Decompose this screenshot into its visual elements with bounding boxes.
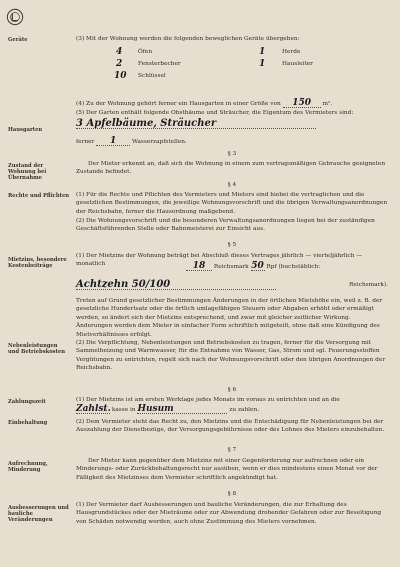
section-heading: § 7 (227, 447, 237, 453)
s7-text: Der Mieter kann gegenüber dem Mietzins mit einer Gegenforderung nur aufrechnen oder ein Minderungs- oder Zurückbehaltungsrecht nur ausüben, wenn er dies mindestens einen Monat vor der Fälligkeit des Mietzinses dem Vermieter schriftlich angekündigt hat. (76, 458, 378, 481)
section-heading: § 8 (227, 491, 237, 497)
zapfstellen-line (76, 137, 388, 146)
margin-ausbesserungen: Ausbesserungen und bauliche Veränderungen (8, 505, 69, 524)
margin-zustand: Zustand der Wohnung bei Übernahme (8, 163, 47, 182)
item-qty: 1 (259, 47, 266, 57)
rent-words-handwritten: Achtzehn 50/100 (76, 281, 276, 290)
zahlen-label: zu zahlen. (229, 407, 260, 413)
reichsmark-close: Reichsmark). (349, 282, 388, 288)
payment-place-line (76, 405, 388, 414)
s5-para-1a: (1) Der Mietzins der Wohnung beträgt bei Abschluß dieses Vertrages jährlich — vierteljährlich — monatlich (76, 253, 363, 268)
garden-size: 150 (283, 99, 321, 108)
margin-einbehaltung: Einbehaltung (8, 420, 48, 426)
section-heading: § 6 (227, 387, 237, 393)
rent-rm-label: Reichsmark (213, 264, 249, 270)
section-heading: § 3 (227, 151, 237, 157)
margin-aufrechnung: Aufrechnung, Minderung (8, 461, 48, 474)
rent-words-line (76, 281, 388, 290)
margin-gerate: Geräte (8, 37, 28, 43)
trees-line (76, 120, 388, 129)
rent-rpf-label: Rpf (buchstäblich: (266, 264, 321, 270)
item-name: Schlüssel (138, 73, 166, 79)
s8-para-1: (1) Der Vermieter darf Ausbesserungen und bauliche Veränderungen, die zur Erhaltung des Hausgrundstückes oder der Mieträume oder zur Abwendung drohender Gefahren oder zur Beseitigung von Schäden notwendig werden, auch ohne Zustimmung des Mieters vornehmen. (76, 502, 382, 525)
garden-text: (4) Zu der Wohnung gehört ferner ein Hausgarten in einer Größe von (76, 101, 281, 107)
section-heading: § 4 (227, 182, 237, 188)
item-name: Öfen (138, 49, 153, 55)
s5-para-2: (2) Die Verpflichtung, Nebenleistungen und Betriebskosten zu tragen, ferner für die Versorgung mit Sammelheizung und Warmwasser, für die Entnahme von Wasser, Gas, Strom und sgl. Feuerungsstoffen Vergütungen zu entrichten, regelt sich nach der Wohnungsvorschrift oder den übrigen Anordnungen der Reichsbahn. (76, 340, 386, 372)
garden-unit: m². (322, 101, 333, 107)
item-qty: 4 (116, 47, 123, 57)
margin-mietzins: Mietzins, besondere Kostenbeiträge (8, 257, 67, 270)
ort-handwritten: Husum (137, 405, 227, 414)
rent-amount-line (186, 262, 388, 271)
railway-stamp-logo (6, 8, 24, 26)
section-heading: § 5 (227, 242, 237, 248)
s4-para-2: (2) Die Wohnungsvorschrift und die besonderen Verwaltungsanordnungen liegen bei der zuständigen Geschäftsführenden Stelle oder Bahnmeisterei zur Einsicht aus. (76, 218, 375, 233)
item-name: Hausleiter (282, 61, 313, 67)
rent-rm-value: 18 (186, 262, 212, 271)
item-row (76, 47, 388, 57)
s6-para-2: (2) Dem Vermieter steht das Recht zu, den Mietzins und die Entschädigung für Nebenleistungen bei der Auszahlung der Dienstbezüge, der Versorgungsgebührnisse oder des Lohnes des Mieters einzubehalten. (76, 419, 385, 434)
zapfstellen-label: Wasserzapfstellen. (131, 139, 187, 145)
item-qty: 1 (259, 59, 266, 69)
trees-intro: (5) Der Garten enthält folgende Obstbäume und Sträucher, die Eigentum des Vermieters sind: (76, 110, 354, 116)
margin-nebenleistungen: Nebenleistungen und Betriebskosten (8, 343, 66, 356)
kasse-label: kasse in (111, 407, 136, 413)
ferner-label: ferner (76, 139, 95, 145)
item-qty: 10 (114, 71, 127, 81)
s6-para-1a: (1) Der Mietzins ist am ersten Werktage jedes Monats im voraus zu entrichten und an die (76, 397, 340, 403)
item-qty: 2 (116, 59, 123, 69)
s3-text: Der Mieter erkennt an, daß sich die Wohnung in einem zum vertragsmäßigen Gebrauche geeigneten Zustande befindet. (76, 161, 386, 176)
garden-line (76, 99, 388, 108)
zapfstellen-qty: 1 (96, 137, 130, 146)
rent-rpf-value: 50 (251, 261, 264, 271)
margin-zahlungszeit: Zahlungszeit (8, 399, 46, 405)
item-name: Herde (282, 49, 301, 55)
item-row (76, 71, 388, 81)
margin-rechte: Rechte und Pflichten (8, 193, 70, 199)
kasse-handwritten: Zahlst. (76, 404, 111, 414)
trees-handwritten: 3 Apfelbäume, Sträucher (76, 120, 316, 129)
s4-para-1: (1) Für die Rechte und Pflichten des Vermieters und Mieters sind hiebei die vertraglichen und die gesetzlichen Bestimmungen, die jeweilige Wohnungsvorschrift und die übrigen Verwaltungsanordnungen der Reichsbahn, ferner die Hausordnung maßgebend. (76, 192, 388, 215)
items-intro: (3) Mit der Wohnung werden die folgenden beweglichen Geräte übergeben: (76, 36, 300, 42)
s5-para-1b: Treten auf Grund gesetzlicher Bestimmungen Änderungen in der örtlichen Mietshöhe ein, weil z. B. der gesetzliche Hundertsatz oder die örtlich umlagefähigen Steuern oder Abgaben erhöht oder ermäßigt werden, so ändert sich der Mietzins entsprechend, und zwar mit gleicher zeitlicher Wirkung. Änderungen werden dem Mieter in einfacher Form schriftlich mitgeteilt, ohne daß eine Kündigung des Mietverhältnisses erfolgt. (76, 298, 383, 338)
item-row (76, 59, 388, 69)
margin-hausgarten: Hausgarten (8, 127, 43, 133)
item-name: Fensterbecher (138, 61, 181, 67)
